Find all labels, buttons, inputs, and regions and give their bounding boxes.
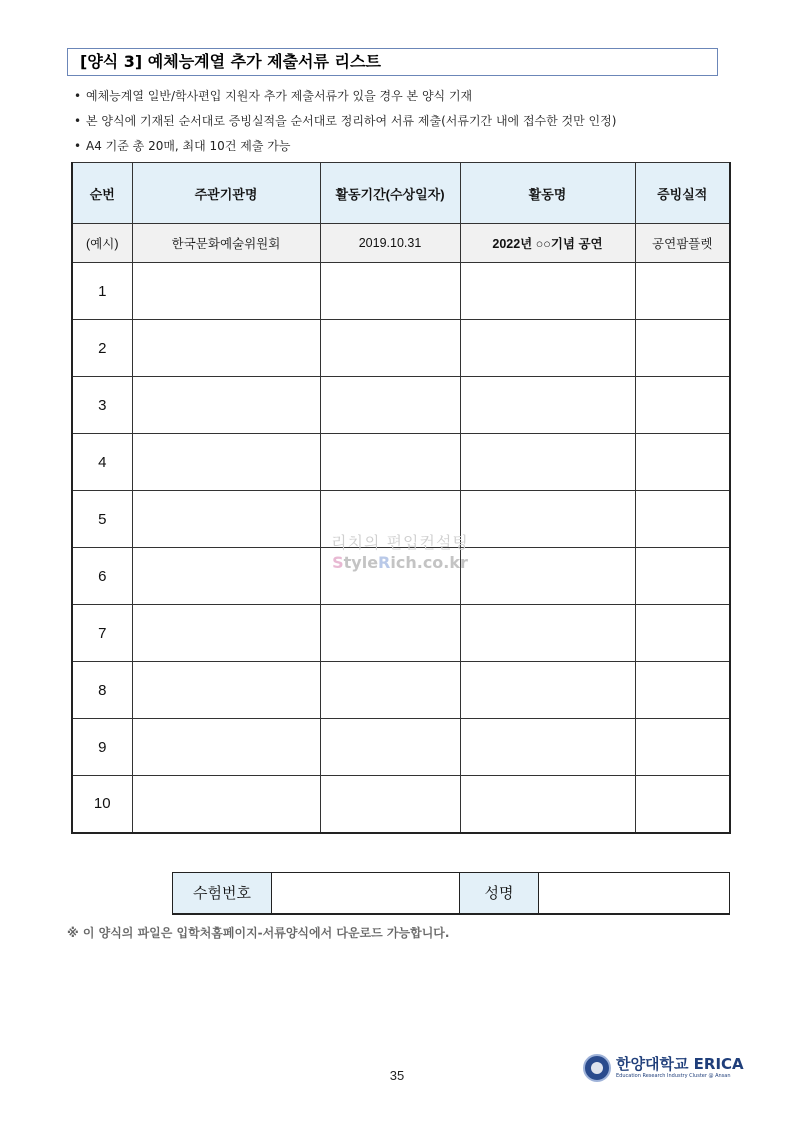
instruction-text: 본 양식에 기재된 순서대로 증빙실적을 순서대로 정리하여 서류 제출(서류기간 내에 접수한 것만 인정) <box>86 114 617 128</box>
activity-cell[interactable] <box>460 434 635 491</box>
table-header-row <box>72 163 730 224</box>
exam-number-field[interactable] <box>272 873 460 914</box>
row-number: 4 <box>72 434 132 491</box>
table-row <box>72 491 730 548</box>
evidence-cell[interactable] <box>635 719 730 776</box>
instruction-item: • A4 기준 총 20매, 최대 10건 제출 가능 <box>74 139 291 153</box>
university-logo <box>583 1052 744 1084</box>
instruction-item: • 예체능계열 일반/학사편입 지원자 추가 제출서류가 있을 경우 본 양식 기재 <box>74 89 473 103</box>
organizer-cell[interactable] <box>132 320 320 377</box>
activity-cell[interactable] <box>460 548 635 605</box>
row-number: 8 <box>72 662 132 719</box>
period-cell[interactable] <box>320 320 460 377</box>
activity-cell[interactable] <box>460 719 635 776</box>
period-cell[interactable] <box>320 776 460 833</box>
row-number: 3 <box>72 377 132 434</box>
logo-tagline: Education Research Industry Cluster @ Ansan <box>616 1073 731 1079</box>
row-number: 1 <box>72 263 132 320</box>
instruction-text: 예체능계열 일반/학사편입 지원자 추가 제출서류가 있을 경우 본 양식 기재 <box>86 89 473 103</box>
table-row <box>72 662 730 719</box>
watermark-text-a: tyle <box>343 553 379 572</box>
organizer-cell[interactable] <box>132 548 320 605</box>
example-row <box>72 224 730 263</box>
organizer-cell[interactable] <box>132 491 320 548</box>
table-row <box>72 263 730 320</box>
period-cell[interactable] <box>320 662 460 719</box>
example-period: 2019.10.31 <box>320 224 460 263</box>
row-number: 9 <box>72 719 132 776</box>
col-header-organizer: 주관기관명 <box>132 163 320 224</box>
activity-cell[interactable] <box>460 320 635 377</box>
example-organizer: 한국문화예술위원회 <box>132 224 320 263</box>
university-seal-icon <box>583 1054 611 1082</box>
period-cell[interactable] <box>320 263 460 320</box>
period-cell[interactable] <box>320 548 460 605</box>
example-number: (예시) <box>72 224 132 263</box>
evidence-cell[interactable] <box>635 263 730 320</box>
organizer-cell[interactable] <box>132 719 320 776</box>
row-number: 10 <box>72 776 132 833</box>
instruction-item: • 본 양식에 기재된 순서대로 증빙실적을 순서대로 정리하여 서류 제출(서류기간 내에 접수한 것만 인정) <box>74 114 617 128</box>
row-number: 2 <box>72 320 132 377</box>
activity-cell[interactable] <box>460 662 635 719</box>
download-note: ※ 이 양식의 파일은 입학처홈페이지-서류양식에서 다운로드 가능합니다. <box>67 926 450 940</box>
form-title: [양식 3] 예체능계열 추가 제출서류 리스트 <box>67 48 718 76</box>
table-row <box>72 377 730 434</box>
col-header-activity: 활동명 <box>460 163 635 224</box>
name-field[interactable] <box>539 873 730 914</box>
instruction-text: A4 기준 총 20매, 최대 10건 제출 가능 <box>86 139 291 153</box>
instruction-list <box>74 84 754 159</box>
table-row <box>72 320 730 377</box>
row-number: 5 <box>72 491 132 548</box>
activity-cell[interactable] <box>460 263 635 320</box>
submission-list-table <box>71 162 731 834</box>
table-row <box>72 548 730 605</box>
activity-cell[interactable] <box>460 776 635 833</box>
organizer-cell[interactable] <box>132 662 320 719</box>
organizer-cell[interactable] <box>132 776 320 833</box>
row-number: 6 <box>72 548 132 605</box>
name-label: 성명 <box>460 873 539 914</box>
example-activity: 2022년 ○○기념 공연 <box>460 224 635 263</box>
col-header-evidence: 증빙실적 <box>635 163 730 224</box>
activity-cell[interactable] <box>460 491 635 548</box>
table-row <box>72 434 730 491</box>
organizer-cell[interactable] <box>132 605 320 662</box>
exam-number-label: 수험번호 <box>173 873 272 914</box>
evidence-cell[interactable] <box>635 662 730 719</box>
period-cell[interactable] <box>320 491 460 548</box>
period-cell[interactable] <box>320 719 460 776</box>
activity-cell[interactable] <box>460 377 635 434</box>
evidence-cell[interactable] <box>635 491 730 548</box>
example-evidence: 공연팜플렛 <box>635 224 730 263</box>
watermark-letter-s: S <box>332 553 344 572</box>
evidence-cell[interactable] <box>635 434 730 491</box>
watermark-letter-r: R <box>378 553 391 572</box>
period-cell[interactable] <box>320 605 460 662</box>
evidence-cell[interactable] <box>635 377 730 434</box>
table-row <box>72 605 730 662</box>
evidence-cell[interactable] <box>635 320 730 377</box>
table-row <box>72 776 730 833</box>
page-number: 35 <box>389 1068 405 1083</box>
organizer-cell[interactable] <box>132 434 320 491</box>
evidence-cell[interactable] <box>635 776 730 833</box>
col-header-number: 순번 <box>72 163 132 224</box>
evidence-cell[interactable] <box>635 548 730 605</box>
logo-name: 한양대학교 ERICA <box>616 1055 744 1073</box>
col-header-period: 활동기간(수상일자) <box>320 163 460 224</box>
evidence-cell[interactable] <box>635 605 730 662</box>
period-cell[interactable] <box>320 434 460 491</box>
table-row <box>72 719 730 776</box>
activity-cell[interactable] <box>460 605 635 662</box>
row-number: 7 <box>72 605 132 662</box>
watermark-text-b: ich.co.kr <box>390 553 468 572</box>
organizer-cell[interactable] <box>132 263 320 320</box>
period-cell[interactable] <box>320 377 460 434</box>
watermark-line1: 리치의 편입컨설팅 <box>331 533 469 552</box>
applicant-info-table <box>172 872 730 915</box>
organizer-cell[interactable] <box>132 377 320 434</box>
